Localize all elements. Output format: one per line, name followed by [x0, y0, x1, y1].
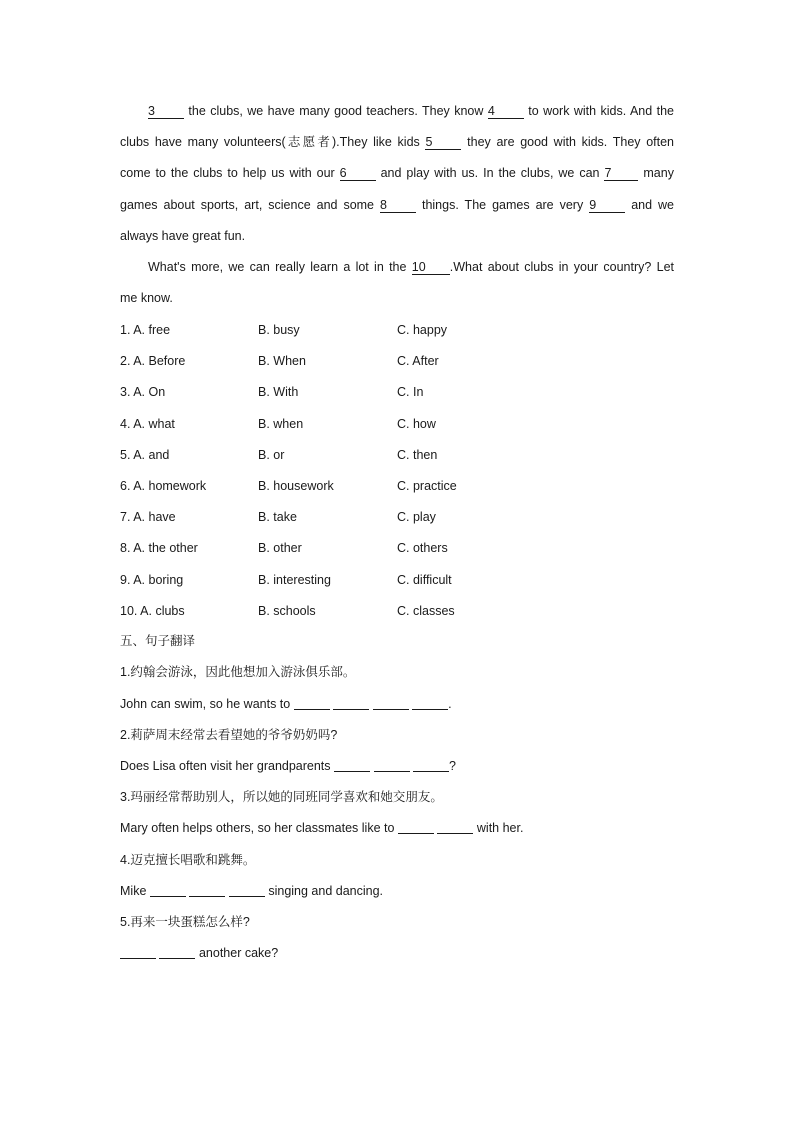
answer-blank[interactable]	[334, 757, 370, 772]
option-a: 1. A. free	[120, 323, 171, 338]
option-a: 6. A. homework	[120, 478, 207, 493]
option-c: C. After	[397, 354, 439, 369]
answer-blank[interactable]	[437, 819, 473, 834]
option-row	[120, 377, 674, 408]
option-a: 3. A. On	[120, 385, 166, 400]
answer-blank[interactable]	[294, 695, 330, 710]
translation-prompt: 2.莉萨周末经常去看望她的爷爷奶奶吗?	[120, 727, 338, 742]
blank-6: 6	[340, 166, 376, 181]
option-row	[120, 564, 674, 595]
passage-text: .What about clubs in your country? Let	[449, 260, 674, 275]
passage-paragraph-2	[120, 252, 674, 283]
option-b: B. schools	[258, 603, 316, 618]
passage-line	[120, 158, 674, 189]
answer-text: Mary often helps others, so her classmates like to	[120, 821, 395, 836]
option-row	[120, 533, 674, 564]
option-a: 5. A. and	[120, 447, 170, 462]
option-c: C. classes	[397, 603, 455, 618]
translation-answer-line	[120, 813, 674, 844]
blank-5: 5	[425, 135, 461, 150]
translation-answer-line	[120, 751, 674, 782]
blank-4: 4	[488, 104, 524, 119]
answer-blank[interactable]	[189, 882, 225, 897]
passage-text: the clubs, we have many good teachers. They know	[188, 104, 484, 118]
answer-text: ?	[449, 759, 456, 774]
passage-text: always have great fun.	[120, 228, 246, 243]
option-b: B. interesting	[258, 572, 331, 587]
answer-blank[interactable]	[120, 944, 156, 959]
blank-7: 7	[604, 166, 638, 181]
blank-10: 10	[412, 260, 450, 275]
answer-blank[interactable]	[413, 757, 449, 772]
section-heading: 五、句子翻译	[120, 634, 196, 649]
passage-text: and we	[631, 197, 674, 212]
answer-blank[interactable]	[412, 695, 448, 710]
option-b: B. other	[258, 541, 302, 556]
answer-blank[interactable]	[374, 757, 410, 772]
answer-blank[interactable]	[398, 819, 434, 834]
option-c: C. how	[397, 416, 436, 431]
options-list	[120, 314, 674, 626]
translation-answer-line	[120, 689, 674, 720]
option-row	[120, 470, 674, 501]
option-row	[120, 595, 674, 626]
option-a: 2. A. Before	[120, 354, 186, 369]
option-c: C. happy	[397, 323, 448, 338]
answer-text: another cake?	[198, 946, 279, 961]
translation-prompt: 3.玛丽经常帮助别人，所以她的同班同学喜欢和她交朋友。	[120, 790, 443, 805]
option-c: C. others	[397, 541, 448, 556]
answer-text: .	[448, 696, 452, 711]
option-c: C. practice	[397, 478, 457, 493]
passage-line	[120, 190, 674, 221]
option-row	[120, 502, 674, 533]
answer-text: singing and dancing.	[268, 883, 384, 898]
option-row	[120, 314, 674, 345]
answer-text: Does Lisa often visit her grandparents	[120, 759, 331, 774]
passage-text: they are good with kids. They often	[467, 135, 674, 150]
option-a: 8. A. the other	[120, 541, 198, 556]
passage-text: many	[643, 166, 674, 181]
passage-paragraph-1	[120, 96, 674, 127]
translation-prompt: 1.约翰会游泳，因此他想加入游泳俱乐部。	[120, 665, 356, 680]
option-c: C. then	[397, 447, 438, 462]
answer-blank[interactable]	[373, 695, 409, 710]
option-b: B. when	[258, 416, 304, 431]
option-b: B. busy	[258, 323, 300, 338]
option-b: B. or	[258, 447, 285, 462]
worksheet-page	[120, 96, 674, 969]
option-c: C. play	[397, 510, 436, 525]
passage-text: come to the clubs to help us with our	[120, 166, 335, 181]
passage-line	[120, 127, 674, 158]
passage-paragraph-2-cont	[120, 283, 674, 314]
passage-line	[120, 283, 674, 314]
blank-8: 8	[380, 198, 416, 213]
option-a: 4. A. what	[120, 416, 175, 431]
blank-9: 9	[589, 198, 625, 213]
option-b: B. When	[258, 354, 306, 369]
passage-text: to work with kids. And the	[528, 104, 674, 118]
passage-line	[148, 96, 674, 127]
passage-text: me know.	[120, 291, 173, 306]
answer-blank[interactable]	[159, 944, 195, 959]
answer-blank[interactable]	[333, 695, 369, 710]
passage-text: What's more, we can really learn a lot in the	[148, 260, 407, 275]
passage-paragraph-1-cont	[120, 127, 674, 252]
option-b: B. housework	[258, 478, 334, 493]
option-c: C. In	[397, 385, 424, 400]
passage-text: and play with us. In the clubs, we can	[380, 166, 600, 181]
translation-answer-line	[120, 938, 674, 969]
answer-text: Mike	[120, 883, 147, 898]
option-a: 9. A. boring	[120, 572, 184, 587]
option-row	[120, 346, 674, 377]
option-a: 10. A. clubs	[120, 603, 185, 618]
passage-line	[148, 252, 674, 283]
passage-text: games about sports, art, science and some	[120, 197, 375, 212]
option-row	[120, 439, 674, 470]
option-b: B. With	[258, 385, 299, 400]
answer-text: with her.	[476, 821, 524, 836]
answer-text: John can swim, so he wants to	[120, 696, 291, 711]
option-b: B. take	[258, 510, 297, 525]
option-c: C. difficult	[397, 572, 452, 587]
translation-prompt: 5.再来一块蛋糕怎么样?	[120, 914, 250, 929]
option-row	[120, 408, 674, 439]
blank-3: 3	[148, 104, 184, 119]
answer-blank[interactable]	[150, 882, 186, 897]
passage-line	[120, 221, 674, 252]
option-a: 7. A. have	[120, 510, 176, 525]
translation-answer-line	[120, 876, 674, 907]
translation-prompt: 4.迈克擅长唱歌和跳舞。	[120, 852, 256, 867]
answer-blank[interactable]	[229, 882, 265, 897]
passage-text: clubs have many volunteers(志愿者).They like kids	[120, 135, 420, 150]
passage-text: things. The games are very	[421, 197, 584, 212]
